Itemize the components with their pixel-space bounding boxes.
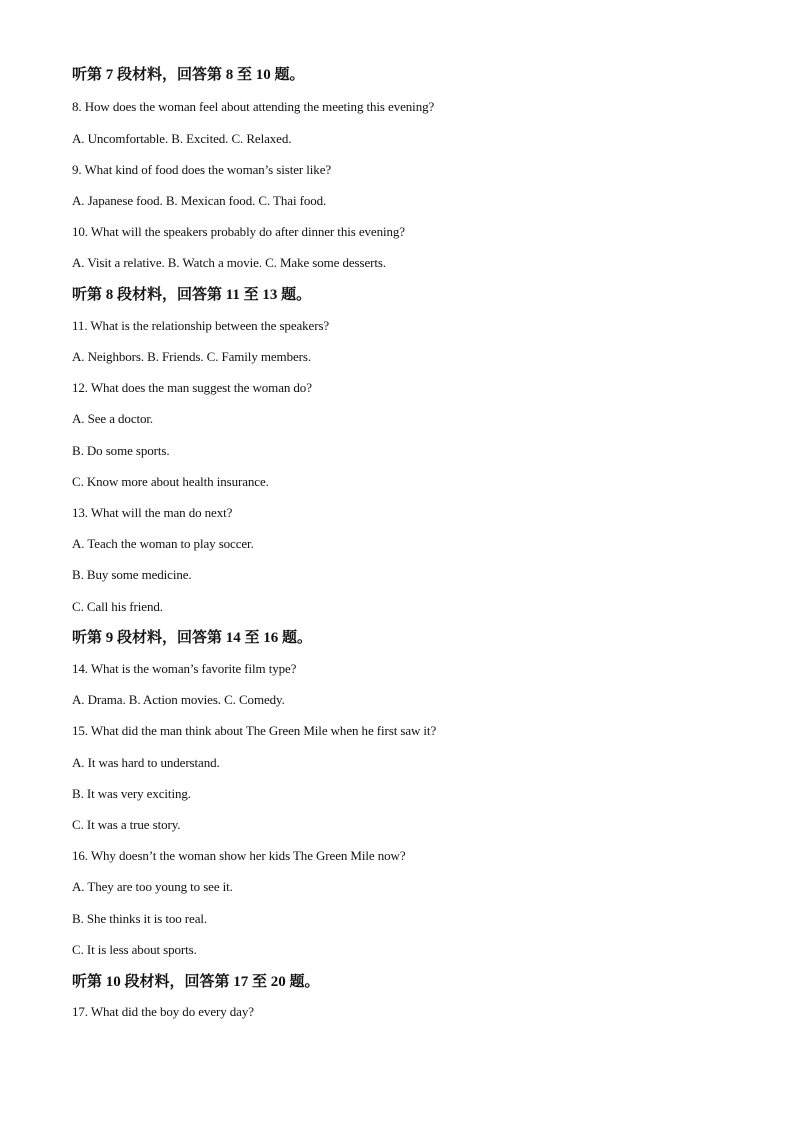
option-12-b: B. Do some sports. <box>72 443 170 458</box>
section-heading-7: 听第 7 段材料，回答第 8 至 10 题。 <box>72 67 305 83</box>
option-16-a: A. They are too young to see it. <box>72 879 233 894</box>
option-15-b: B. It was very exciting. <box>72 786 191 801</box>
question-8: 8. How does the woman feel about attending the meeting this evening? <box>72 99 435 114</box>
option-13-c: C. Call his friend. <box>72 599 163 614</box>
question-13: 13. What will the man do next? <box>72 505 233 520</box>
options-10: A. Visit a relative. B. Watch a movie. C. Make some desserts. <box>72 255 387 270</box>
section-heading-9: 听第 9 段材料，回答第 14 至 16 题。 <box>72 630 313 646</box>
options-14: A. Drama. B. Action movies. C. Comedy. <box>72 692 285 707</box>
option-15-c: C. It was a true story. <box>72 817 181 832</box>
question-9: 9. What kind of food does the woman’s sister like? <box>72 162 332 177</box>
options-8: A. Uncomfortable. B. Excited. C. Relaxed. <box>72 131 292 146</box>
option-13-a: A. Teach the woman to play soccer. <box>72 536 254 551</box>
section-heading-10: 听第 10 段材料，回答第 17 至 20 题。 <box>72 974 320 990</box>
options-9: A. Japanese food. B. Mexican food. C. Thai food. <box>72 193 327 208</box>
question-16: 16. Why doesn’t the woman show her kids The Green Mile now? <box>72 848 406 863</box>
question-14: 14. What is the woman’s favorite film type? <box>72 661 297 676</box>
option-16-b: B. She thinks it is too real. <box>72 911 208 926</box>
question-10: 10. What will the speakers probably do after dinner this evening? <box>72 224 405 239</box>
option-12-a: A. See a doctor. <box>72 411 154 426</box>
option-13-b: B. Buy some medicine. <box>72 567 192 582</box>
option-16-c: C. It is less about sports. <box>72 942 197 957</box>
question-17: 17. What did the boy do every day? <box>72 1004 254 1019</box>
option-15-a: A. It was hard to understand. <box>72 755 220 770</box>
option-12-c: C. Know more about health insurance. <box>72 474 269 489</box>
question-11: 11. What is the relationship between the speakers? <box>72 318 330 333</box>
question-15: 15. What did the man think about The Green Mile when he first saw it? <box>72 723 437 738</box>
section-heading-8: 听第 8 段材料，回答第 11 至 13 题。 <box>72 287 312 303</box>
options-11: A. Neighbors. B. Friends. C. Family members. <box>72 349 311 364</box>
question-12: 12. What does the man suggest the woman do? <box>72 380 312 395</box>
